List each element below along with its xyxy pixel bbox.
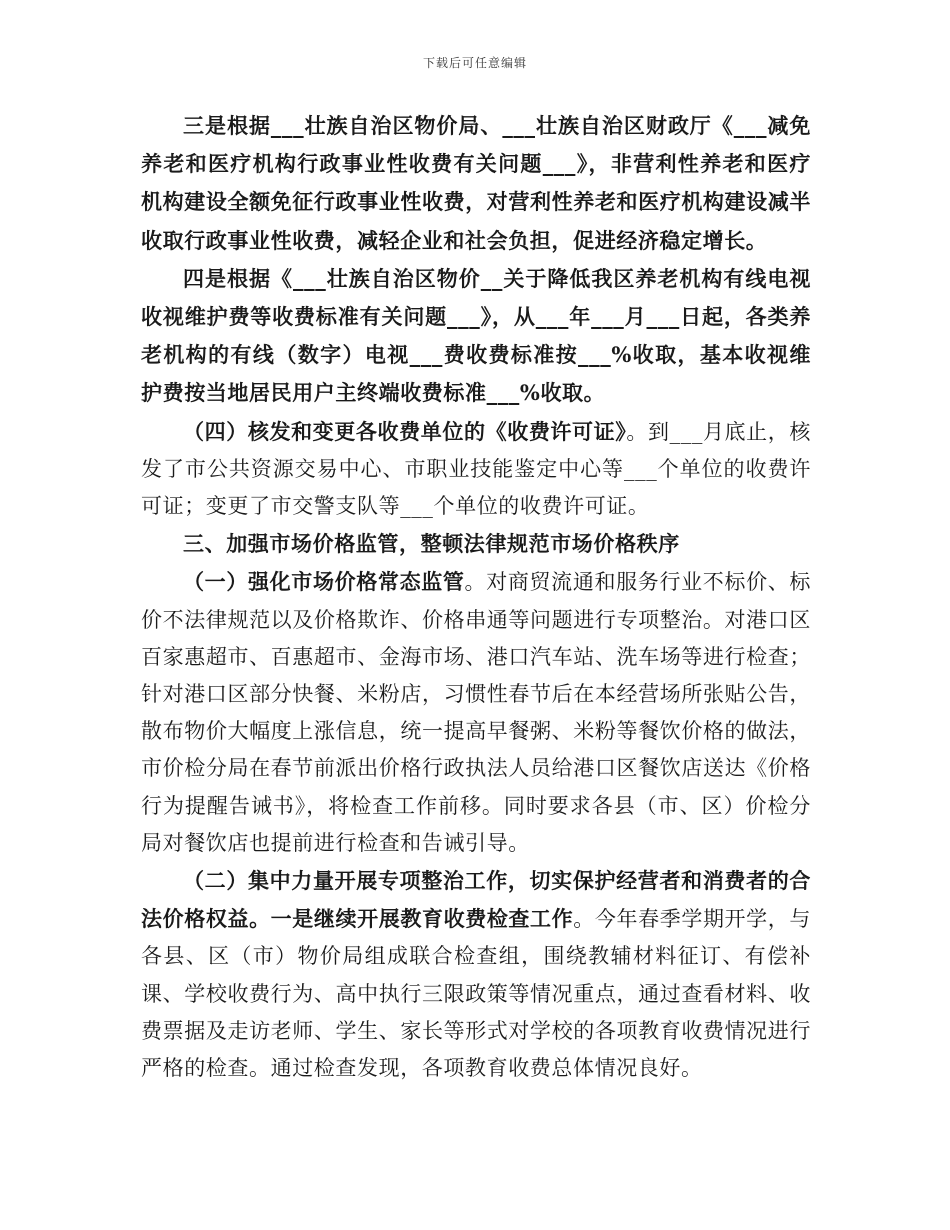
paragraph-fee-license	[141, 413, 811, 526]
paragraph-bold-text: （四）核发和变更各收费单位的《收费许可证》	[183, 418, 627, 444]
paragraph-bold-text: 三是根据___壮族自治区物价局、___壮族自治区财政厅《___减免养老和医疗机构行政事业性收费有关问题___》，非营利性养老和医疗机构建设全额免征行政事业性收费，对营利性养老和医疗机构建设减半收取行政事业性收费，减轻企业和社会负担，促进经济稳定增长。	[141, 113, 811, 253]
paragraph-cable-tv-fee-reduction	[141, 260, 811, 413]
paragraph-bold-text: （二）集中力量开展专项整治工作，切实保护经营者和消费者的合法价格权益。一是继续开展教育收费检查工作	[141, 868, 811, 932]
paragraph-bold-text: 四是根据《___壮族自治区物价__关于降低我区养老机构有线电视收视维护费等收费标准有关问题___》，从___年___月___日起，各类养老机构的有线（数字）电视___费收费标准按___%收取，基本收视维护费按当地居民用户主终端收费标准___%收取。	[141, 265, 811, 406]
section-heading-text: 三、加强市场价格监管，整顿法律规范市场价格秩序	[183, 531, 680, 557]
paragraph-plain-text: 。对商贸流通和服务行业不标价、标价不法律规范以及价格欺诈、价格串通等问题进行专项整治。对港口区百家惠超市、百惠超市、金海市场、港口汽车站、洗车场等进行检查；针对港口区部分快餐、米粉店，习惯性春节后在本经营场所张贴公告，散布物价大幅度上涨信息，统一提高早餐粥、米粉等餐饮价格的做法，市价检分局在春节前派出价格行政执法人员给港口区餐饮店送达《价格行为提醒告诫书》，将检查工作前移。同时要求各县（市、区）价检分局对餐饮店也提前进行检查和告诫引导。	[141, 570, 811, 855]
paragraph-routine-price-supervision	[141, 563, 811, 862]
paragraph-plain-text: 。今年春季学期开学，与各县、区（市）物价局组成联合检查组，围绕教辅材料征订、有偿补课、学校收费行为、高中执行三限政策等情况重点，通过查看材料、收费票据及走访老师、学生、家长等形式对学校的各项教育收费情况进行严格的检查。通过检查发现，各项教育收费总体情况良好。	[141, 907, 811, 1081]
document-body	[141, 107, 811, 1087]
paragraph-bold-text: （一）强化市场价格常态监管	[183, 569, 465, 595]
paragraph-special-rectification	[141, 862, 811, 1087]
section-heading-market-price-supervision	[141, 525, 811, 563]
page-header: 下载后可任意编辑	[422, 56, 527, 70]
paragraph-pension-medical-fee-exemption	[141, 107, 811, 260]
paragraph-plain-text: 。到___月底止，核发了市公共资源交易中心、市职业技能鉴定中心等___个单位的收费许可证；变更了市交警支队等___个单位的收费许可证。	[141, 419, 812, 519]
